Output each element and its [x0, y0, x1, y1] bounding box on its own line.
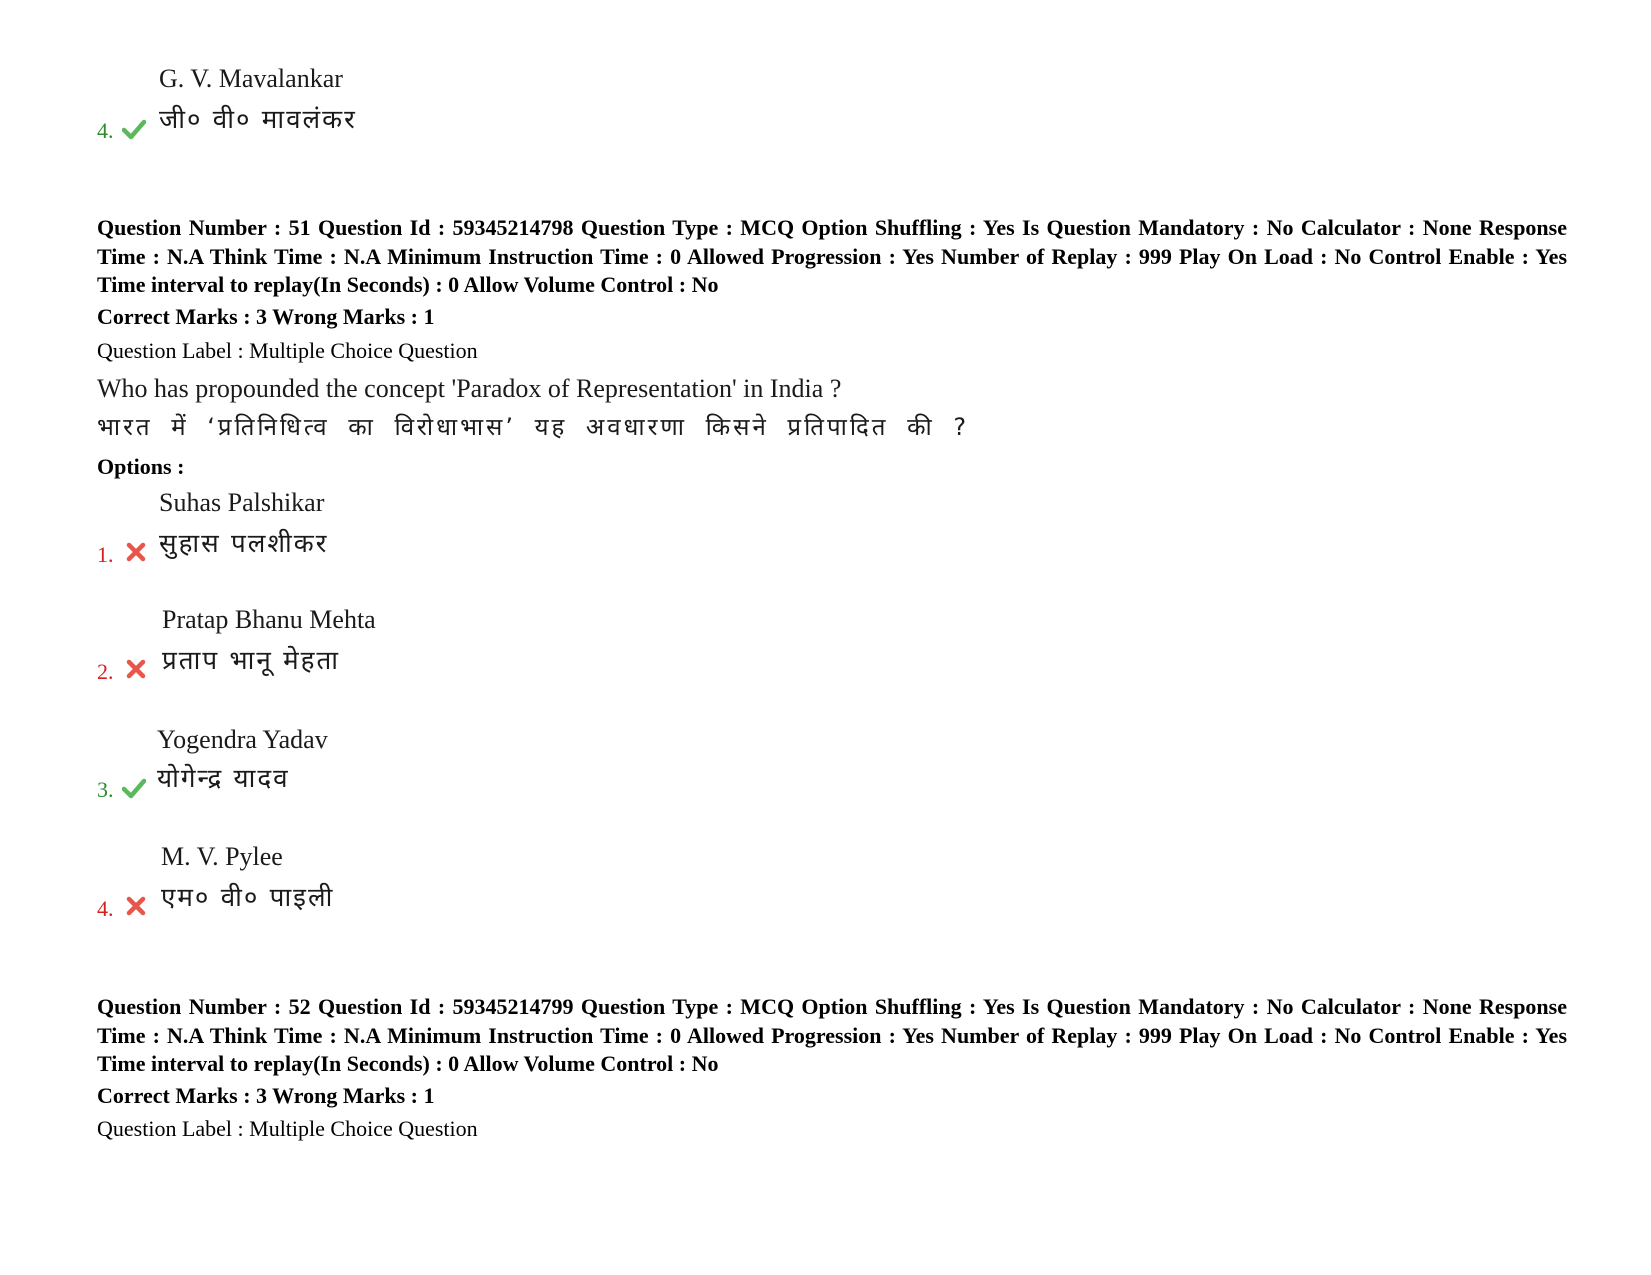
check-icon	[122, 777, 146, 799]
prev-option-4	[97, 62, 797, 152]
question-51-text-hindi: भारत में ‘प्रतिनिधित्व का विरोधाभास’ यह अवधारणा किसने प्रतिपादित की ?	[97, 413, 970, 441]
cross-icon	[124, 658, 148, 680]
options-heading: Options :	[97, 454, 185, 479]
question-51-marks: Correct Marks : 3 Wrong Marks : 1	[97, 304, 435, 329]
option-number: 4.	[97, 118, 114, 143]
option-number: 2.	[97, 659, 114, 684]
option-3	[97, 723, 797, 813]
option-2	[97, 603, 797, 693]
option-english-text: G. V. Mavalankar	[159, 64, 343, 93]
option-hindi-text: प्रताप भानू मेहता	[162, 646, 340, 676]
option-english-text: Suhas Palshikar	[159, 488, 325, 517]
question-52-marks: Correct Marks : 3 Wrong Marks : 1	[97, 1083, 435, 1108]
option-hindi-text: एम० वी० पाइली	[161, 883, 335, 913]
option-hindi-text: जी० वी० मावलंकर	[159, 105, 357, 135]
check-icon	[122, 118, 146, 140]
option-hindi-text: योगेन्द्र यादव	[157, 764, 290, 794]
option-number: 3.	[97, 777, 114, 802]
option-number: 1.	[97, 542, 114, 567]
question-52-label: Question Label : Multiple Choice Question	[97, 1116, 478, 1141]
cross-icon	[124, 541, 148, 563]
option-hindi-text: सुहास पलशीकर	[159, 529, 329, 559]
option-1	[97, 486, 797, 576]
option-english-text: Yogendra Yadav	[157, 725, 328, 754]
question-52-meta: Question Number : 52 Question Id : 59345214799 Question Type : MCQ Option Shuffling : Yes Is Question Mandatory : No Calculator : None Response Time : N.A Think Time : N.A Minimum Instruction Time : 0 Allowed Progression : Yes Number of Replay : 999 Play On Load : No Control Enable : Yes Time interval to replay(In Seconds) : 0 Allow Volume Control : No	[97, 994, 1567, 1076]
question-51-meta: Question Number : 51 Question Id : 59345214798 Question Type : MCQ Option Shuffling : Yes Is Question Mandatory : No Calculator : None Response Time : N.A Think Time : N.A Minimum Instruction Time : 0 Allowed Progression : Yes Number of Replay : 999 Play On Load : No Control Enable : Yes Time interval to replay(In Seconds) : 0 Allow Volume Control : No	[97, 215, 1567, 297]
question-51-text-english: Who has propounded the concept 'Paradox of Representation' in India ?	[97, 374, 842, 403]
question-51-label: Question Label : Multiple Choice Question	[97, 338, 478, 363]
cross-icon	[124, 895, 148, 917]
option-english-text: M. V. Pylee	[161, 842, 283, 871]
option-number: 4.	[97, 896, 114, 921]
option-english-text: Pratap Bhanu Mehta	[162, 605, 376, 634]
option-4	[97, 840, 797, 930]
